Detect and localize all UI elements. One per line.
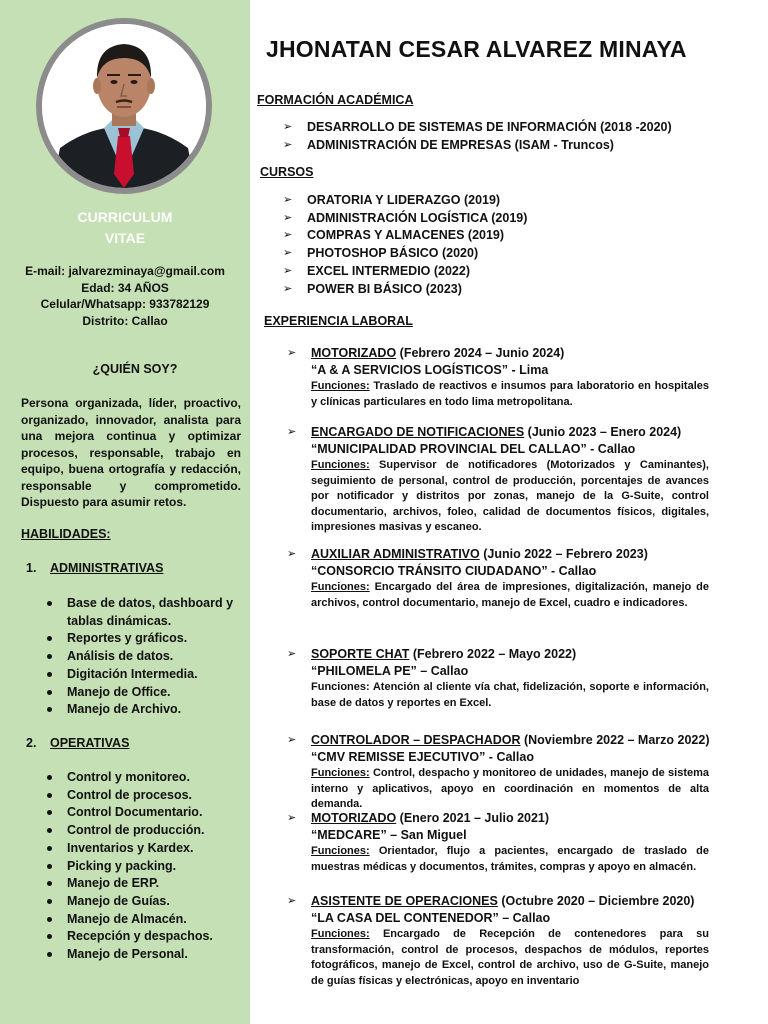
job-title-line — [311, 424, 709, 441]
course-item: ➢ PHOTOSHOP BÁSICO (2020) — [283, 245, 527, 263]
job-role: ASISTENTE DE OPERACIONES — [311, 894, 498, 908]
job-entry — [287, 893, 709, 989]
course-item: ➢ EXCEL INTERMEDIO (2022) — [283, 263, 527, 281]
contact-age: Edad: 34 AÑOS — [81, 280, 169, 295]
arrow-icon: ➢ — [287, 347, 297, 359]
functions-label: Funciones: — [311, 380, 370, 392]
job-period: (Junio 2023 – Enero 2024) — [524, 425, 682, 439]
skill-item: Inventarios y Kardex. — [46, 840, 236, 858]
job-entry — [287, 810, 709, 875]
skill-item: Control y monitoreo. — [46, 769, 236, 787]
job-company: “LA CASA DEL CONTENEDOR” – Callao — [311, 911, 551, 925]
profile-photo-frame — [36, 18, 212, 194]
job-functions — [311, 844, 709, 875]
skill-category-label: OPERATIVAS — [50, 736, 130, 750]
job-functions — [311, 680, 709, 711]
job-entry — [287, 424, 709, 536]
functions-text: Atención al cliente vía chat, fidelización, soporte e información, base de datos y reportes en Excel. — [311, 681, 709, 709]
job-entry — [287, 345, 709, 410]
arrow-icon: ➢ — [287, 734, 297, 746]
functions-text: Encargado del área de impresiones, digitalización, manejo de archivos, control documentario, manejo de Excel, cuadro e indicadores. — [311, 581, 709, 609]
skill-list-operativas — [46, 769, 236, 964]
functions-label: Funciones: — [311, 767, 370, 779]
education-heading: FORMACIÓN ACADÉMICA — [257, 93, 414, 107]
skill-item: Manejo de Archivo. — [46, 701, 236, 719]
skill-list-administrativas — [46, 595, 236, 719]
job-role: MOTORIZADO — [311, 811, 397, 825]
skill-item: Reportes y gráficos. — [46, 630, 236, 648]
skill-item: Manejo de Personal. — [46, 946, 236, 964]
functions-text: Encargado de Recepción de contenedores para su transformación, control de procesos, despachos de módulos, reportes fotográficos, manejo de Excel, control de archivo, uso de G-Suite, manejo de guías físicas y electrónicas, apoyo en inventario — [311, 928, 709, 987]
job-entry — [287, 732, 709, 813]
skill-category-number: 1. — [26, 561, 37, 575]
about-text: Persona organizada, líder, proactivo, organizado, innovador, analista para una mejora continua y optimizar procesos, responsable, trabajo en equipo, buena ortografía y redacción, responsable y comprometido. Dispuesto para asumir retos. — [21, 396, 241, 509]
job-title-line — [311, 893, 709, 910]
job-functions — [311, 927, 709, 989]
skill-category-administrativas — [26, 561, 163, 575]
contact-email: E-mail: jalvarezminaya@gmail.com — [25, 264, 225, 278]
job-role: CONTROLADOR – DESPACHADOR — [311, 733, 521, 747]
functions-text: Supervisor de notificadores (Motorizados y Caminantes), seguimiento de personal, control de producción, porcentajes de avances por notificador y distritos por zonas, manejo de la G-Suite, control documentario, archivos, foleo, calidad de documentos físicos, digitales, impresiones masivas y escaneo. — [311, 459, 709, 534]
job-period: (Febrero 2024 – Junio 2024) — [396, 346, 565, 360]
arrow-icon: ➢ — [287, 648, 297, 660]
job-company: “MEDCARE” – San Miguel — [311, 828, 467, 842]
education-list — [283, 119, 672, 154]
job-role: AUXILIAR ADMINISTRATIVO — [311, 547, 480, 561]
arrow-icon: ➢ — [287, 895, 297, 907]
skill-item: Análisis de datos. — [46, 648, 236, 666]
skill-category-number: 2. — [26, 736, 37, 750]
contact-district: Distrito: Callao — [82, 313, 168, 328]
courses-heading: CURSOS — [260, 165, 314, 179]
candidate-name: JHONATAN CESAR ALVAREZ MINAYA — [266, 36, 687, 62]
skill-item: Picking y packing. — [46, 858, 236, 876]
skills-heading: HABILIDADES: — [21, 527, 111, 541]
job-company: “CONSORCIO TRÁNSITO CIUDADANO” - Callao — [311, 564, 597, 578]
job-functions — [311, 458, 709, 536]
job-role: MOTORIZADO — [311, 346, 397, 360]
functions-label: Funciones: — [311, 581, 370, 593]
sidebar — [0, 0, 250, 1024]
functions-text: Traslado de reactivos e insumos para laboratorio en hospitales y clínicas particulares en todo lima metropolitana. — [311, 380, 709, 408]
portrait-image — [42, 24, 206, 188]
skill-item: Control de procesos. — [46, 787, 236, 805]
job-period: (Junio 2022 – Febrero 2023) — [479, 547, 648, 561]
skill-category-label: ADMINISTRATIVAS — [50, 561, 164, 575]
job-entry — [287, 546, 709, 611]
job-company: “A & A SERVICIOS LOGÍSTICOS” - Lima — [311, 363, 549, 377]
job-company: “MUNICIPALIDAD PROVINCIAL DEL CALLAO” - Callao — [311, 442, 636, 456]
course-item: ➢ COMPRAS Y ALMACENES (2019) — [283, 227, 527, 245]
skill-category-operativas — [26, 736, 129, 750]
arrow-icon: ➢ — [287, 812, 297, 824]
functions-label: Funciones: — [311, 845, 370, 857]
job-period: (Febrero 2022 – Mayo 2022) — [409, 647, 577, 661]
course-item: ➢ POWER BI BÁSICO (2023) — [283, 281, 527, 299]
cv-title-line2: VITAE — [104, 230, 146, 246]
functions-text: Control, despacho y monitoreo de unidades, manejo de sistema interno y aplicativos, apoyo en coordinación en momentos de alta demanda. — [311, 767, 709, 811]
contact-phone: Celular/Whatsapp: 933782129 — [40, 297, 210, 311]
job-company: “CMV REMISSE EJECUTIVO” - Callao — [311, 750, 534, 764]
functions-label: Funciones: — [311, 459, 370, 471]
arrow-icon: ➢ — [287, 548, 297, 560]
functions-text: Orientador, flujo a pacientes, encargado de traslado de muestras médicas y documentos, trámites, compras y apoyo en almacén. — [311, 845, 709, 873]
courses-list — [283, 192, 527, 298]
skill-item: Control Documentario. — [46, 804, 236, 822]
skill-item: Base de datos, dashboard y tablas dinámicas. — [46, 595, 236, 630]
skill-item: Recepción y despachos. — [46, 928, 236, 946]
contact-info — [0, 263, 250, 329]
skill-item: Manejo de Office. — [46, 684, 236, 702]
job-functions — [311, 766, 709, 813]
job-title-line — [311, 546, 709, 563]
job-company: “PHILOMELA PE” – Callao — [311, 664, 469, 678]
job-period: (Noviembre 2022 – Marzo 2022) — [520, 733, 710, 747]
job-role: SOPORTE CHAT — [311, 647, 410, 661]
job-role: ENCARGADO DE NOTIFICACIONES — [311, 425, 525, 439]
functions-label: Funciones: — [311, 681, 370, 693]
functions-label: Funciones: — [311, 928, 370, 940]
education-item: ➢ DESARROLLO DE SISTEMAS DE INFORMACIÓN (2018 -2020) — [283, 119, 672, 137]
cv-title-line1: CURRICULUM — [77, 209, 173, 225]
skill-item: Control de producción. — [46, 822, 236, 840]
skill-item: Manejo de ERP. — [46, 875, 236, 893]
arrow-icon: ➢ — [287, 426, 297, 438]
course-item: ➢ ADMINISTRACIÓN LOGÍSTICA (2019) — [283, 210, 527, 228]
profile-photo — [42, 24, 206, 188]
course-item: ➢ ORATORIA Y LIDERAZGO (2019) — [283, 192, 527, 210]
job-functions — [311, 379, 709, 410]
job-entry — [287, 646, 709, 711]
about-heading: ¿QUIÉN SOY? — [92, 362, 178, 376]
skill-item: Digitación Intermedia. — [46, 666, 236, 684]
job-functions — [311, 580, 709, 611]
job-title-line — [311, 732, 709, 749]
experience-heading: EXPERIENCIA LABORAL — [264, 314, 413, 328]
education-item: ➢ ADMINISTRACIÓN DE EMPRESAS (ISAM - Truncos) — [283, 137, 672, 155]
job-title-line — [311, 345, 709, 362]
job-title-line — [311, 810, 709, 827]
job-period: (Enero 2021 – Julio 2021) — [396, 811, 550, 825]
skill-item: Manejo de Guías. — [46, 893, 236, 911]
job-title-line — [311, 646, 709, 663]
skill-item: Manejo de Almacén. — [46, 911, 236, 929]
job-period: (Octubre 2020 – Diciembre 2020) — [497, 894, 695, 908]
